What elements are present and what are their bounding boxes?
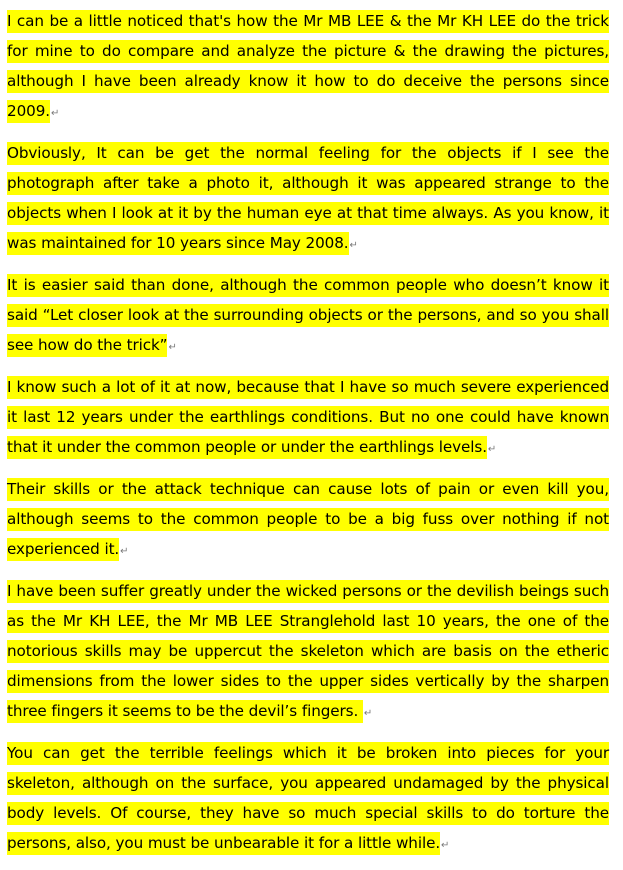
highlighted-text: I have been suffer greatly under the wicked persons or the devilish beings such as the Mr KH LEE, the Mr MB LEE Stranglehold last 10 years, the one of the notorious skills may be uppercut the skeleton which are basis on the etheric dimensions from the lower sides to the upper sides vertically by the sharpen three fingers it seems to be the devil’s fingers. [7, 580, 609, 723]
highlighted-text: Obviously, It can be get the normal feeling for the objects if I see the photograph after take a photo it, although it was appeared strange to the objects when I look at it by the human eye at that time always. As you know, it was maintained for 10 years since May 2008. [7, 142, 609, 255]
paragraph-2 [7, 138, 609, 261]
highlighted-text: You can get the terrible feelings which it be broken into pieces for your skeleton, although on the surface, you appeared undamaged by the physical body levels. Of course, they have so much special skills to do torture the persons, also, you must be unbearable it for a little while. [7, 742, 609, 855]
paragraph-mark-icon: ↵ [363, 708, 373, 719]
paragraph-mark-icon: ↵ [50, 108, 60, 119]
highlighted-text: I know such a lot of it at now, because that I have so much severe experienced it last 12 years under the earthlings conditions. But no one could have known that it under the common people or under the earthlings levels. [7, 376, 609, 459]
paragraph-mark-icon: ↵ [441, 840, 450, 851]
paragraph-4 [7, 372, 609, 465]
highlighted-text: I can be a little noticed that's how the Mr MB LEE & the Mr KH LEE do the trick for mine to do compare and analyze the picture & the drawing the pictures, although I have been already know it how to do deceive the persons since 2009. [7, 10, 609, 123]
paragraph-7 [7, 738, 609, 861]
document-body [7, 6, 609, 870]
paragraph-mark-icon: ↵ [168, 342, 177, 353]
paragraph-6 [7, 576, 609, 729]
highlighted-text: It is easier said than done, although the common people who doesn’t know it said “Let closer look at the surrounding objects or the persons, and so you shall see how do the trick” [7, 274, 609, 357]
paragraph-3 [7, 270, 609, 363]
highlighted-text: Their skills or the attack technique can cause lots of pain or even kill you, although seems to the common people to be a big fuss over nothing if not experienced it. [7, 478, 609, 561]
paragraph-mark-icon: ↵ [120, 546, 129, 557]
paragraph-mark-icon: ↵ [349, 240, 358, 251]
paragraph-1 [7, 6, 609, 129]
paragraph-5 [7, 474, 609, 567]
paragraph-mark-icon: ↵ [487, 444, 497, 455]
